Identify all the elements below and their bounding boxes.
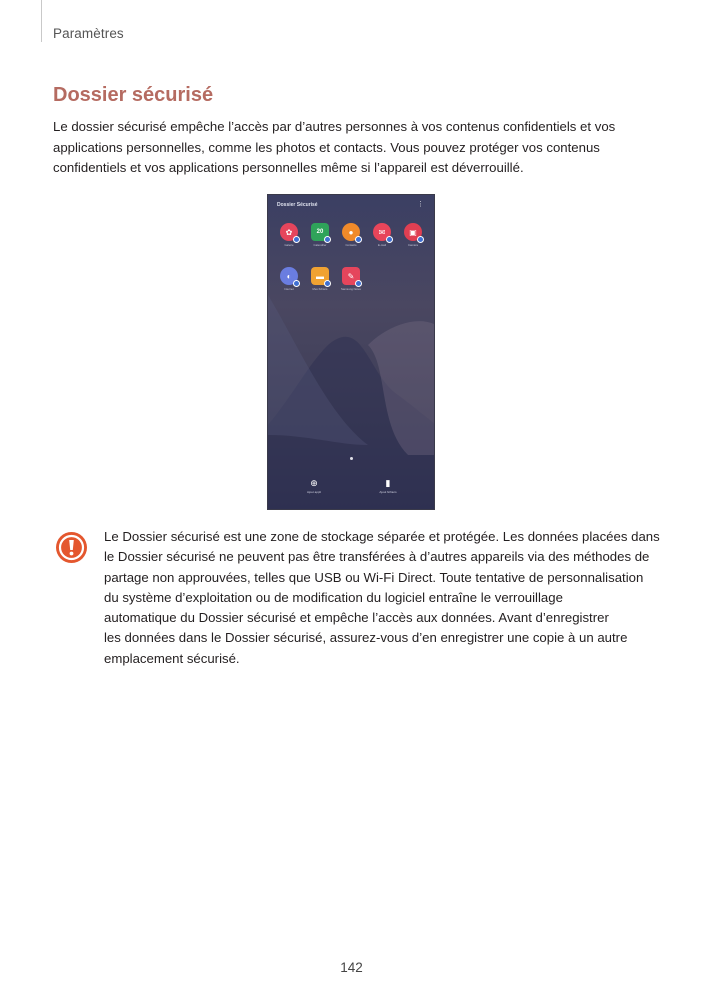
- add-files-icon: ▮: [385, 478, 391, 488]
- caution-line: automatique du Dossier sécurisé et empêche l’accès aux données. Avant d’enregistrer: [104, 610, 609, 626]
- app-calendar: 20 Calendrier: [307, 223, 333, 247]
- more-options-icon: ⋮: [417, 201, 424, 208]
- intro-paragraph: [53, 117, 653, 179]
- secure-folder-screenshot: [267, 194, 435, 510]
- app-my-files: ▬ Mes fichiers: [307, 267, 333, 291]
- intro-line: confidentiels et vos applications personnelles même si l’appareil est déverrouillé.: [53, 160, 524, 175]
- caution-line: Le Dossier sécurisé est une zone de stockage séparée et protégée. Les données placées dans: [104, 529, 660, 544]
- app-contacts: ● Contacts: [338, 223, 364, 247]
- app-samsung-notes: ✎ Samsung Notes: [338, 267, 364, 291]
- screenshot-title: Dossier Sécurisé: [277, 202, 318, 208]
- app-email: ✉ E-mail: [369, 223, 395, 247]
- caution-line: du système d’exploitation ou de modification du logiciel entraîne le verrouillage: [104, 589, 563, 605]
- app-internet: ◐ Internet: [276, 267, 302, 291]
- caution-line: le Dossier sécurisé ne peuvent pas être transférées à d’autres appareils via des méthodes de: [104, 549, 650, 565]
- notes-icon: ✎: [342, 267, 360, 285]
- internet-icon: ◐: [280, 267, 298, 285]
- section-title: Dossier sécurisé: [53, 84, 214, 106]
- caution-note: [104, 527, 664, 669]
- gallery-icon: ✿: [280, 223, 298, 241]
- header-divider: [41, 0, 42, 42]
- files-icon: ▬: [311, 267, 329, 285]
- caution-line: emplacement sécurisé.: [104, 650, 240, 666]
- page-indicator: [350, 457, 353, 460]
- caution-icon: [55, 531, 88, 564]
- add-app-icon: ⊕: [310, 478, 318, 488]
- caution-line: partage non approuvées, telles que USB ou Wi-Fi Direct. Toute tentative de personnalisation: [104, 569, 644, 585]
- page-number: 142: [340, 960, 363, 975]
- app-gallery: ✿ Galerie: [276, 223, 302, 247]
- header-section: Paramètres: [53, 26, 124, 41]
- app-camera: ▣ Caméra: [400, 223, 426, 247]
- intro-line: Le dossier sécurisé empêche l’accès par d’autres personnes à vos contenus confidentiels et vos: [53, 119, 616, 134]
- dock-add-files: ▮ Ajout fichiers: [373, 478, 403, 494]
- contacts-icon: ●: [342, 223, 360, 241]
- calendar-icon: 20: [311, 223, 329, 241]
- dock-add-app: ⊕ Ajout appli: [299, 478, 329, 494]
- intro-line: applications personnelles, comme les photos et contacts. Vous pouvez protéger vos contenus: [53, 139, 600, 155]
- email-icon: ✉: [373, 223, 391, 241]
- camera-icon: ▣: [404, 223, 422, 241]
- caution-line: les données dans le Dossier sécurisé, assurez-vous d’en enregistrer une copie à un autre: [104, 630, 628, 646]
